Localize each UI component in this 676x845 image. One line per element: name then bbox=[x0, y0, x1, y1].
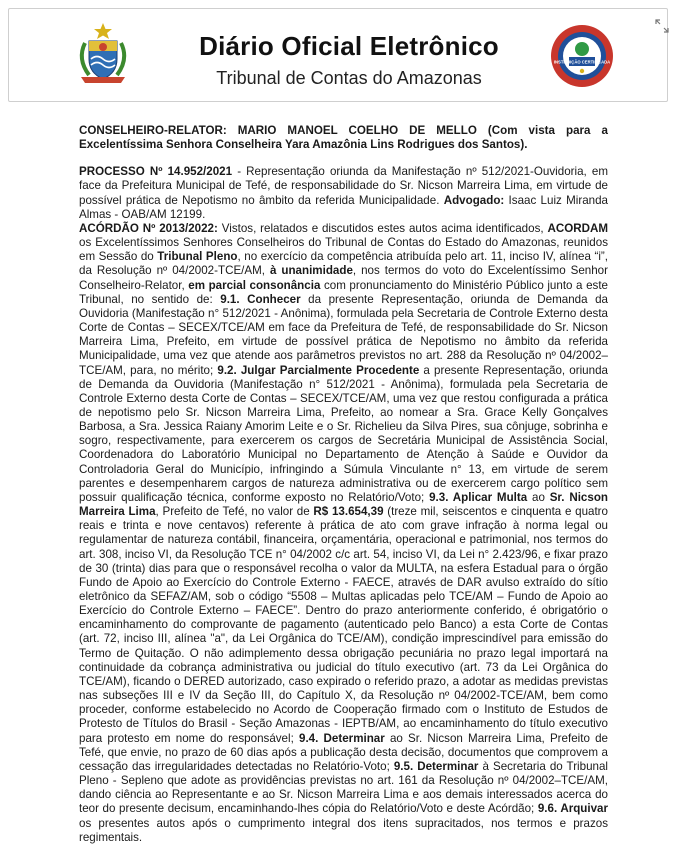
processo-paragraph: PROCESSO Nº 14.952/2021 - Representação oriunda da Manifestação nº 512/2021-Ouvidoria, em face da Prefeitura Municipal de Tefé, de responsabilidade do Sr. Nicson Marreira Lima, em virtude de possível prática de Nepotismo no âmbito da referida Municipalidade. Advogado: Isaac Luiz Miranda Almas - OAB/AM 12199. bbox=[79, 165, 609, 221]
relator-paragraph: CONSELHEIRO-RELATOR: MARIO MANOEL COELHO DE MELLO (Com vista para a Excelentíssima Senhora Conselheira Yara Amazônia Lins Rodrigues dos Santos). bbox=[79, 124, 608, 152]
amazonas-coat-of-arms-icon bbox=[71, 21, 135, 85]
document-body bbox=[79, 124, 608, 845]
page-subtitle: Tribunal de Contas do Amazonas bbox=[216, 68, 482, 88]
page-title: Diário Oficial Eletrônico bbox=[199, 31, 499, 61]
seal-text: INSTITUIÇÃO CERTIFICADA bbox=[553, 59, 611, 65]
diario-header bbox=[8, 8, 668, 102]
expand-icon[interactable] bbox=[655, 19, 669, 33]
tce-am-seal-icon bbox=[549, 23, 615, 89]
acordao-paragraph: ACÓRDÃO Nº 2013/2022: Vistos, relatados e discutidos estes autos acima identificados, ACORDAM os Excelentíssimos Senhores Conselheiros do Tribunal de Contas do Estado do Amazonas, reunidos em Sessão do Tribunal Pleno, no exercício da competência atribuída pelo art. 11, inciso IV, alínea “i”, da Resolução nº 04/2002-TCE/AM, à unanimidade, nos termos do voto do Excelentíssimo Senhor Conselheiro-Relator, em parcial consonância com pronunciamento do Ministério Público junto a este Tribunal, no sentido de: 9.1. Conhecer da presente Representação, oriunda de Demanda da Ouvidoria (Manifestação n° 512/2021 - Anônima), formulada pela Secretaria de Controle Externo desta Corte de Contas – SECEX/TCE/AM em face da Prefeitura de Tefé, de responsabilidade do Sr. Nicson Marreira Lima, Prefeito, em virtude de possível prática de Nepotismo no âmbito da referida Municipalidade, uma vez que atende aos parâmetros previstos no art. 288 da Resolução nº 04/2002–TCE/AM, para, no mérito; 9.2. Julgar Parcialmente Procedente a presente Representação, oriunda de Demanda da Ouvidoria (Manifestação n° 512/2021 - Anônima), formulada pela Secretaria de Controle Externo desta Corte de Contas – SECEX/TCE/AM, uma vez que restou configurada a prática de nepotismo pelo Sr. Nicson Marreira Lima, Prefeito, ao nomear a Sra. Grace Kelly Gonçalves Barbosa, a Sra. Jessica Raiany Amorim Leite e o Sr. Richelieu da Silva Pires, sua cônjuge, sobrinha e sogro, respectivamente, para exercerem os cargos de Secretária Municipal de Assistência Social, Coordenadora do Laboratório Municipal no Departamento de Atenção à Saúde e Ouvidor da Controladoria Geral do Município, infringindo a Súmula Vinculante n° 13, em virtude de serem parentes e desempenharem cargos de natureza administrativa ou de exercerem cargo político sem possuir qualificação técnica, conforme exposto no Relatório/Voto; 9.3. Aplicar Multa ao Sr. Nicson Marreira Lima, Prefeito de Tefé, no valor de R$ 13.654,39 (treze mil, seiscentos e cinquenta e quatro reais e trinta e nove centavos) referente à prática de ato com grave infração à norma legal ou regulamentar de natureza contábil, financeira, orçamentária, operacional e patrimonial, nos termos do art. 308, inciso VI, da Resolução TCE n° 04/2002 c/c art. 54, inciso VI, da Lei n° 2.423/96, e fixar prazo de 30 (trinta) dias para que o responsável recolha o valor da MULTA, na esfera Estadual para o órgão Fundo de Apoio ao Exercício do Controle Externo - FAECE, através de DAR avulso extraído do sítio eletrônico da SEFAZ/AM, sob o código “5508 – Multas aplicadas pelo TCE/AM – Fundo de Apoio ao Exercício do Controle Externo – FAECE”. Dentro do prazo anteriormente conferido, é obrigatório o encaminhamento do comprovante de pagamento (autenticado pelo Banco) a esta Corte de Contas (art. 72, inciso III, alínea "a", da Lei Orgânica do TCE/AM), condição imprescindível para emissão do Termo de Quitação. O não adimplemento dessa obrigação pecuniária no prazo legal importará na continuidade da cobrança administrativa ou judicial do título executivo (art. 73 da Lei Orgânica do TCE/AM), ficando o DERED autorizado, caso expirado o referido prazo, a adotar as medidas previstas nas subseções III e IV da Seção III, do Capítulo X, da Resolução nº 04/2002-TCE/AM, bem como proceder, conforme estabelecido no Acordo de Cooperação firmado com o Instituto de Estudos de Protesto de Títulos do Brasil - Seção Amazonas - IEPTB/AM, ao encaminhamento do título executivo para protesto em nome do responsável; 9.4. Determinar ao Sr. Nicson Marreira Lima, Prefeito de Tefé, que envie, no prazo de 60 dias após a publicação desta decisão, documentos que comprovem a cessação das irregularidades detectadas no Relatório-Voto; 9.5. Determinar à Secretaria do Tribunal Pleno - Sepleno que adote as providências previstas no art. 161 da Resolução nº 04/2002–TCE/AM, dando ciência ao Representante e ao Sr. Nicson Marreira Lima e aos demais interessados acerca do teor do presente decisum, encaminhando-lhes cópia do Relatório/Voto e deste Acórdão; 9.6. Arquivar os presentes autos após o cumprimento integral dos itens supracitados, nos termos e prazos regimentais. bbox=[79, 221, 608, 844]
